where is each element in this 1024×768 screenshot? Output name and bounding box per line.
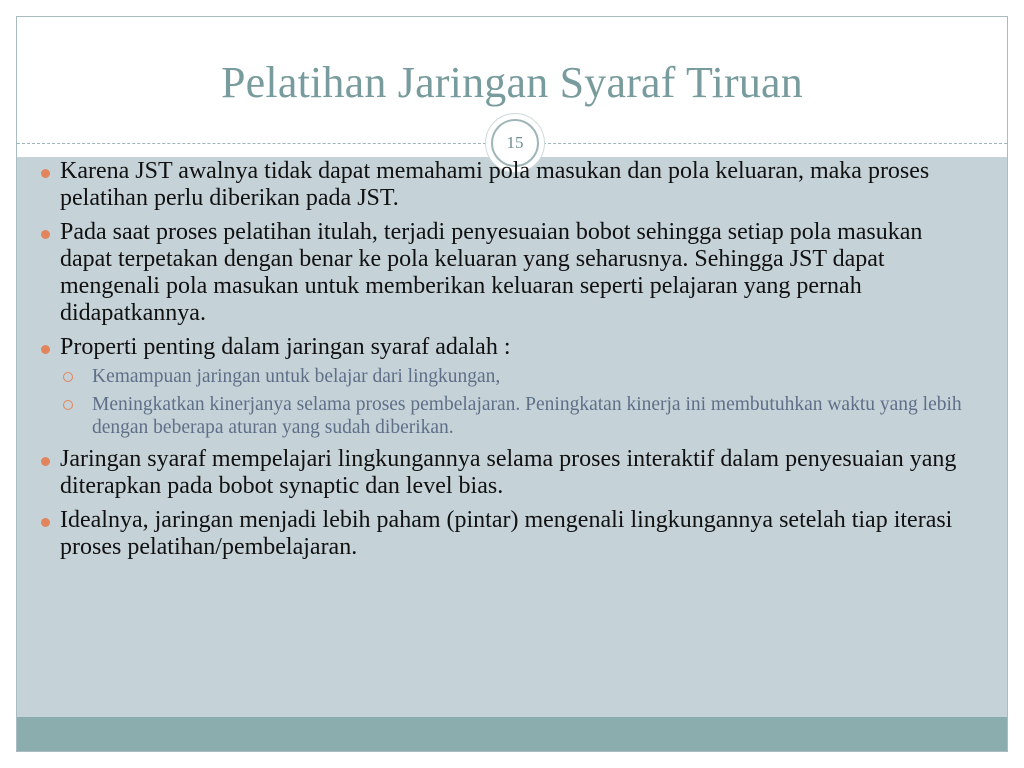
slide-title: Pelatihan Jaringan Syaraf Tiruan bbox=[221, 58, 803, 107]
list-item bbox=[40, 158, 980, 212]
bullet-dot-icon bbox=[41, 457, 50, 466]
page-number: 15 bbox=[491, 119, 539, 167]
bullet-text: Properti penting dalam jaringan syaraf adalah : bbox=[60, 334, 511, 360]
footer-bar bbox=[17, 717, 1007, 752]
bullet-list bbox=[40, 158, 980, 568]
list-item bbox=[40, 446, 980, 500]
sub-bullet-text: Kemampuan jaringan untuk belajar dari lingkungan, bbox=[92, 366, 501, 387]
bullet-text: Jaringan syaraf mempelajari lingkungannya selama proses interaktif dalam penyesuaian yang diterapkan pada bobot synaptic dan level bias. bbox=[60, 446, 957, 499]
sub-list-item bbox=[60, 365, 980, 388]
bullet-text: Karena JST awalnya tidak dapat memahami pola masukan dan pola keluaran, maka proses pelatihan perlu diberikan pada JST. bbox=[60, 158, 930, 211]
list-item bbox=[40, 334, 980, 439]
bullet-dot-icon bbox=[41, 230, 50, 239]
sub-bullet-text: Meningkatkan kinerjanya selama proses pembelajaran. Peningkatan kinerja ini membutuhkan waktu yang lebih dengan beberapa aturan yang sudah diberikan. bbox=[92, 394, 962, 438]
list-item bbox=[40, 219, 980, 327]
list-item bbox=[40, 507, 980, 561]
sub-bullet-ring-icon bbox=[63, 372, 73, 382]
bullet-text: Idealnya, jaringan menjadi lebih paham (pintar) mengenali lingkungannya setelah tiap iterasi proses pelatihan/pembelajaran. bbox=[60, 507, 953, 560]
sub-bullet-list bbox=[60, 365, 980, 439]
bullet-dot-icon bbox=[41, 518, 50, 527]
bullet-dot-icon bbox=[41, 169, 50, 178]
bullet-text: Pada saat proses pelatihan itulah, terjadi penyesuaian bobot sehingga setiap pola masukan dapat terpetakan dengan benar ke pola keluaran yang seharusnya. Sehingga JST dapat mengenali pola masukan untuk memberikan keluaran seperti pelajaran yang pernah didapatkannya. bbox=[60, 219, 923, 326]
sub-list-item bbox=[60, 393, 980, 439]
bullet-dot-icon bbox=[41, 345, 50, 354]
sub-bullet-ring-icon bbox=[63, 400, 73, 410]
